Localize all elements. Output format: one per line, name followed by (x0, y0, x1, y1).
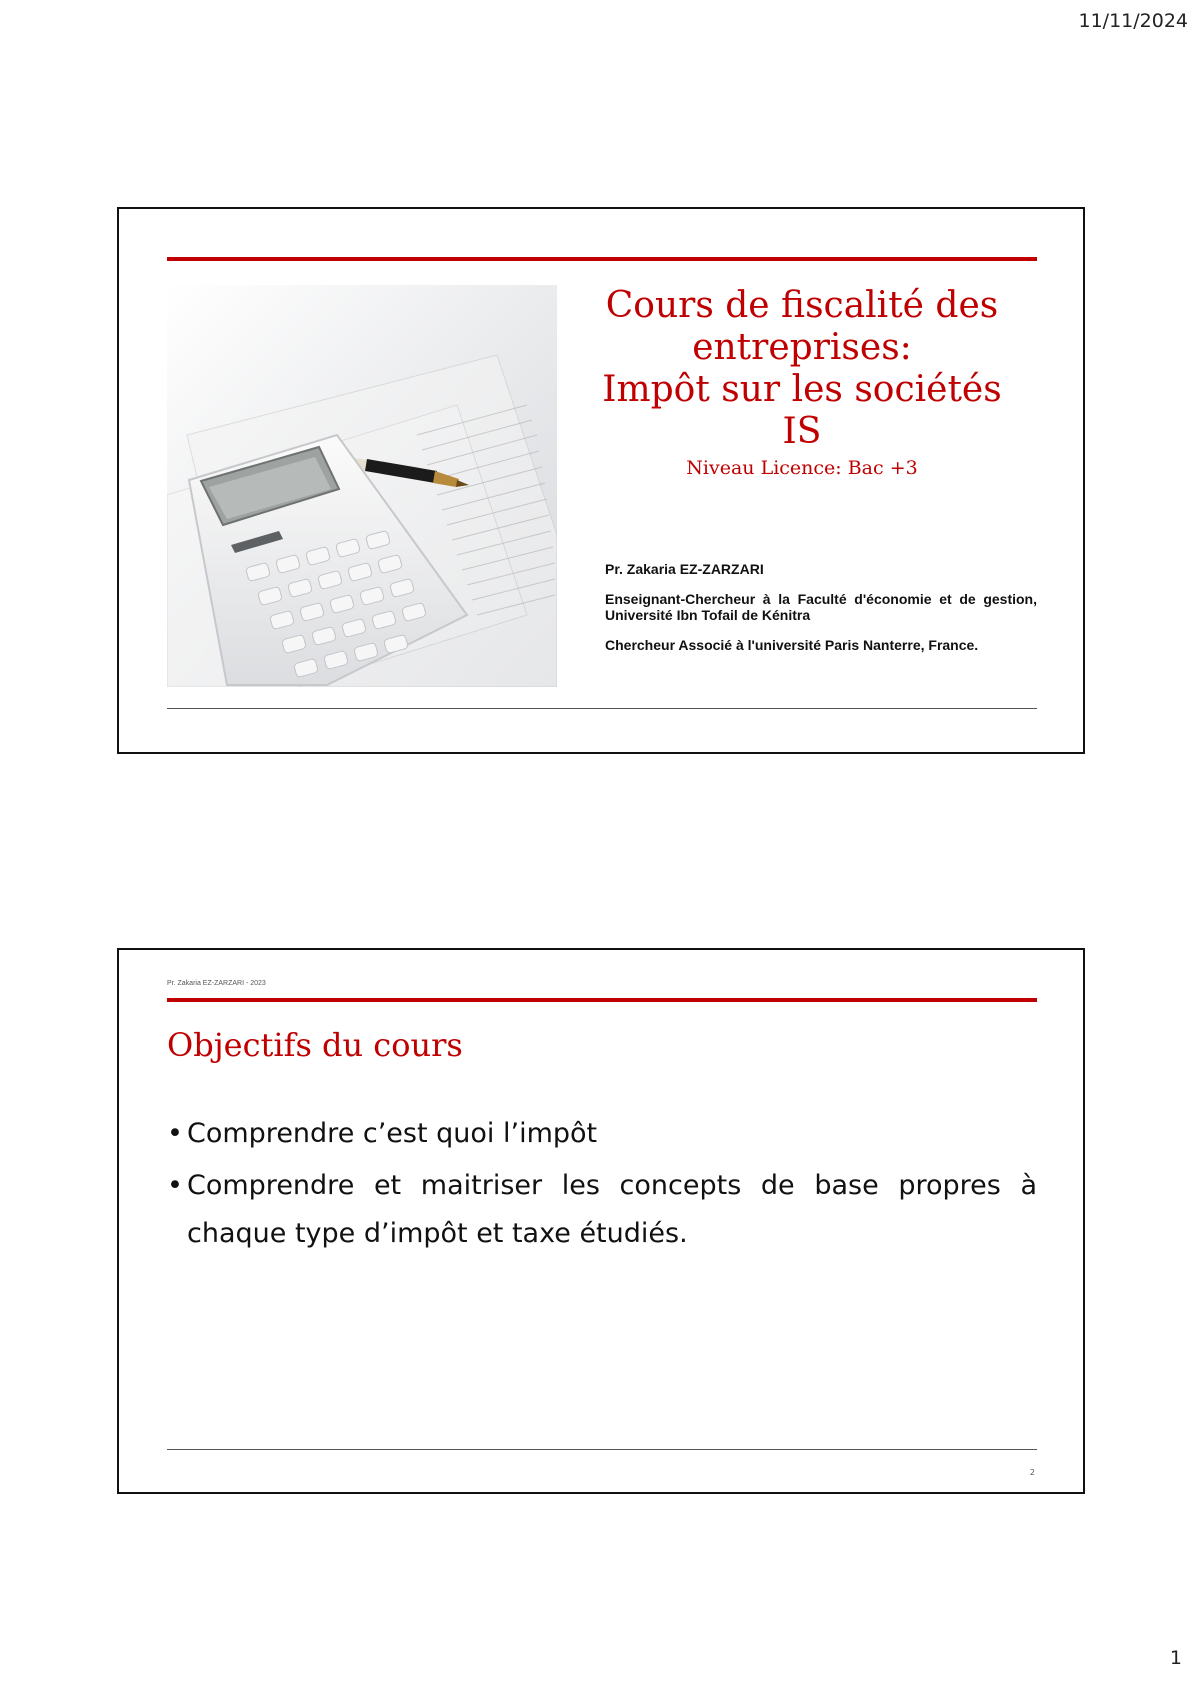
calculator-photo (167, 285, 557, 687)
slide-bottom-rule (167, 1449, 1037, 1450)
title-block (567, 285, 1037, 481)
page-date: 11/11/2024 (1078, 10, 1188, 32)
slide-objectives (117, 948, 1085, 1494)
title-line: Impôt sur les sociétés (602, 369, 1002, 410)
author-affiliation: Enseignant-Chercheur à la Faculté d'économie et de gestion, Université Ibn Tofail de Kénitra (605, 591, 1037, 623)
bullet-list (167, 1110, 1037, 1262)
calculator-icon (167, 285, 557, 687)
author-block (605, 561, 1037, 667)
slide-title-page (117, 207, 1085, 754)
slide-title: Objectifs du cours (167, 1026, 463, 1064)
slide-footer-author: Pr. Zakaria EZ-ZARZARI - 2023 (167, 980, 266, 987)
bullet-item: • Comprendre c’est quoi l’impôt (167, 1110, 1037, 1158)
slide-red-rule (167, 998, 1037, 1002)
page-number: 1 (1169, 1647, 1182, 1669)
author-affiliation-associate: Chercheur Associé à l'université Paris Nanterre, France. (605, 637, 979, 653)
slide-red-rule (167, 257, 1037, 261)
subtitle: Niveau Licence: Bac +3 (686, 457, 918, 479)
title-line: entreprises: (692, 327, 912, 368)
slide-number: 2 (1029, 1468, 1035, 1477)
bullet-item: • Comprendre et maitriser les concepts de base propres à chaque type d’impôt et taxe étudiés. (167, 1162, 1037, 1258)
author-name: Pr. Zakaria EZ-ZARZARI (605, 561, 764, 577)
title-line: IS (782, 411, 822, 452)
slide-bottom-rule (167, 708, 1037, 709)
title-line: Cours de fiscalité des (605, 285, 999, 326)
